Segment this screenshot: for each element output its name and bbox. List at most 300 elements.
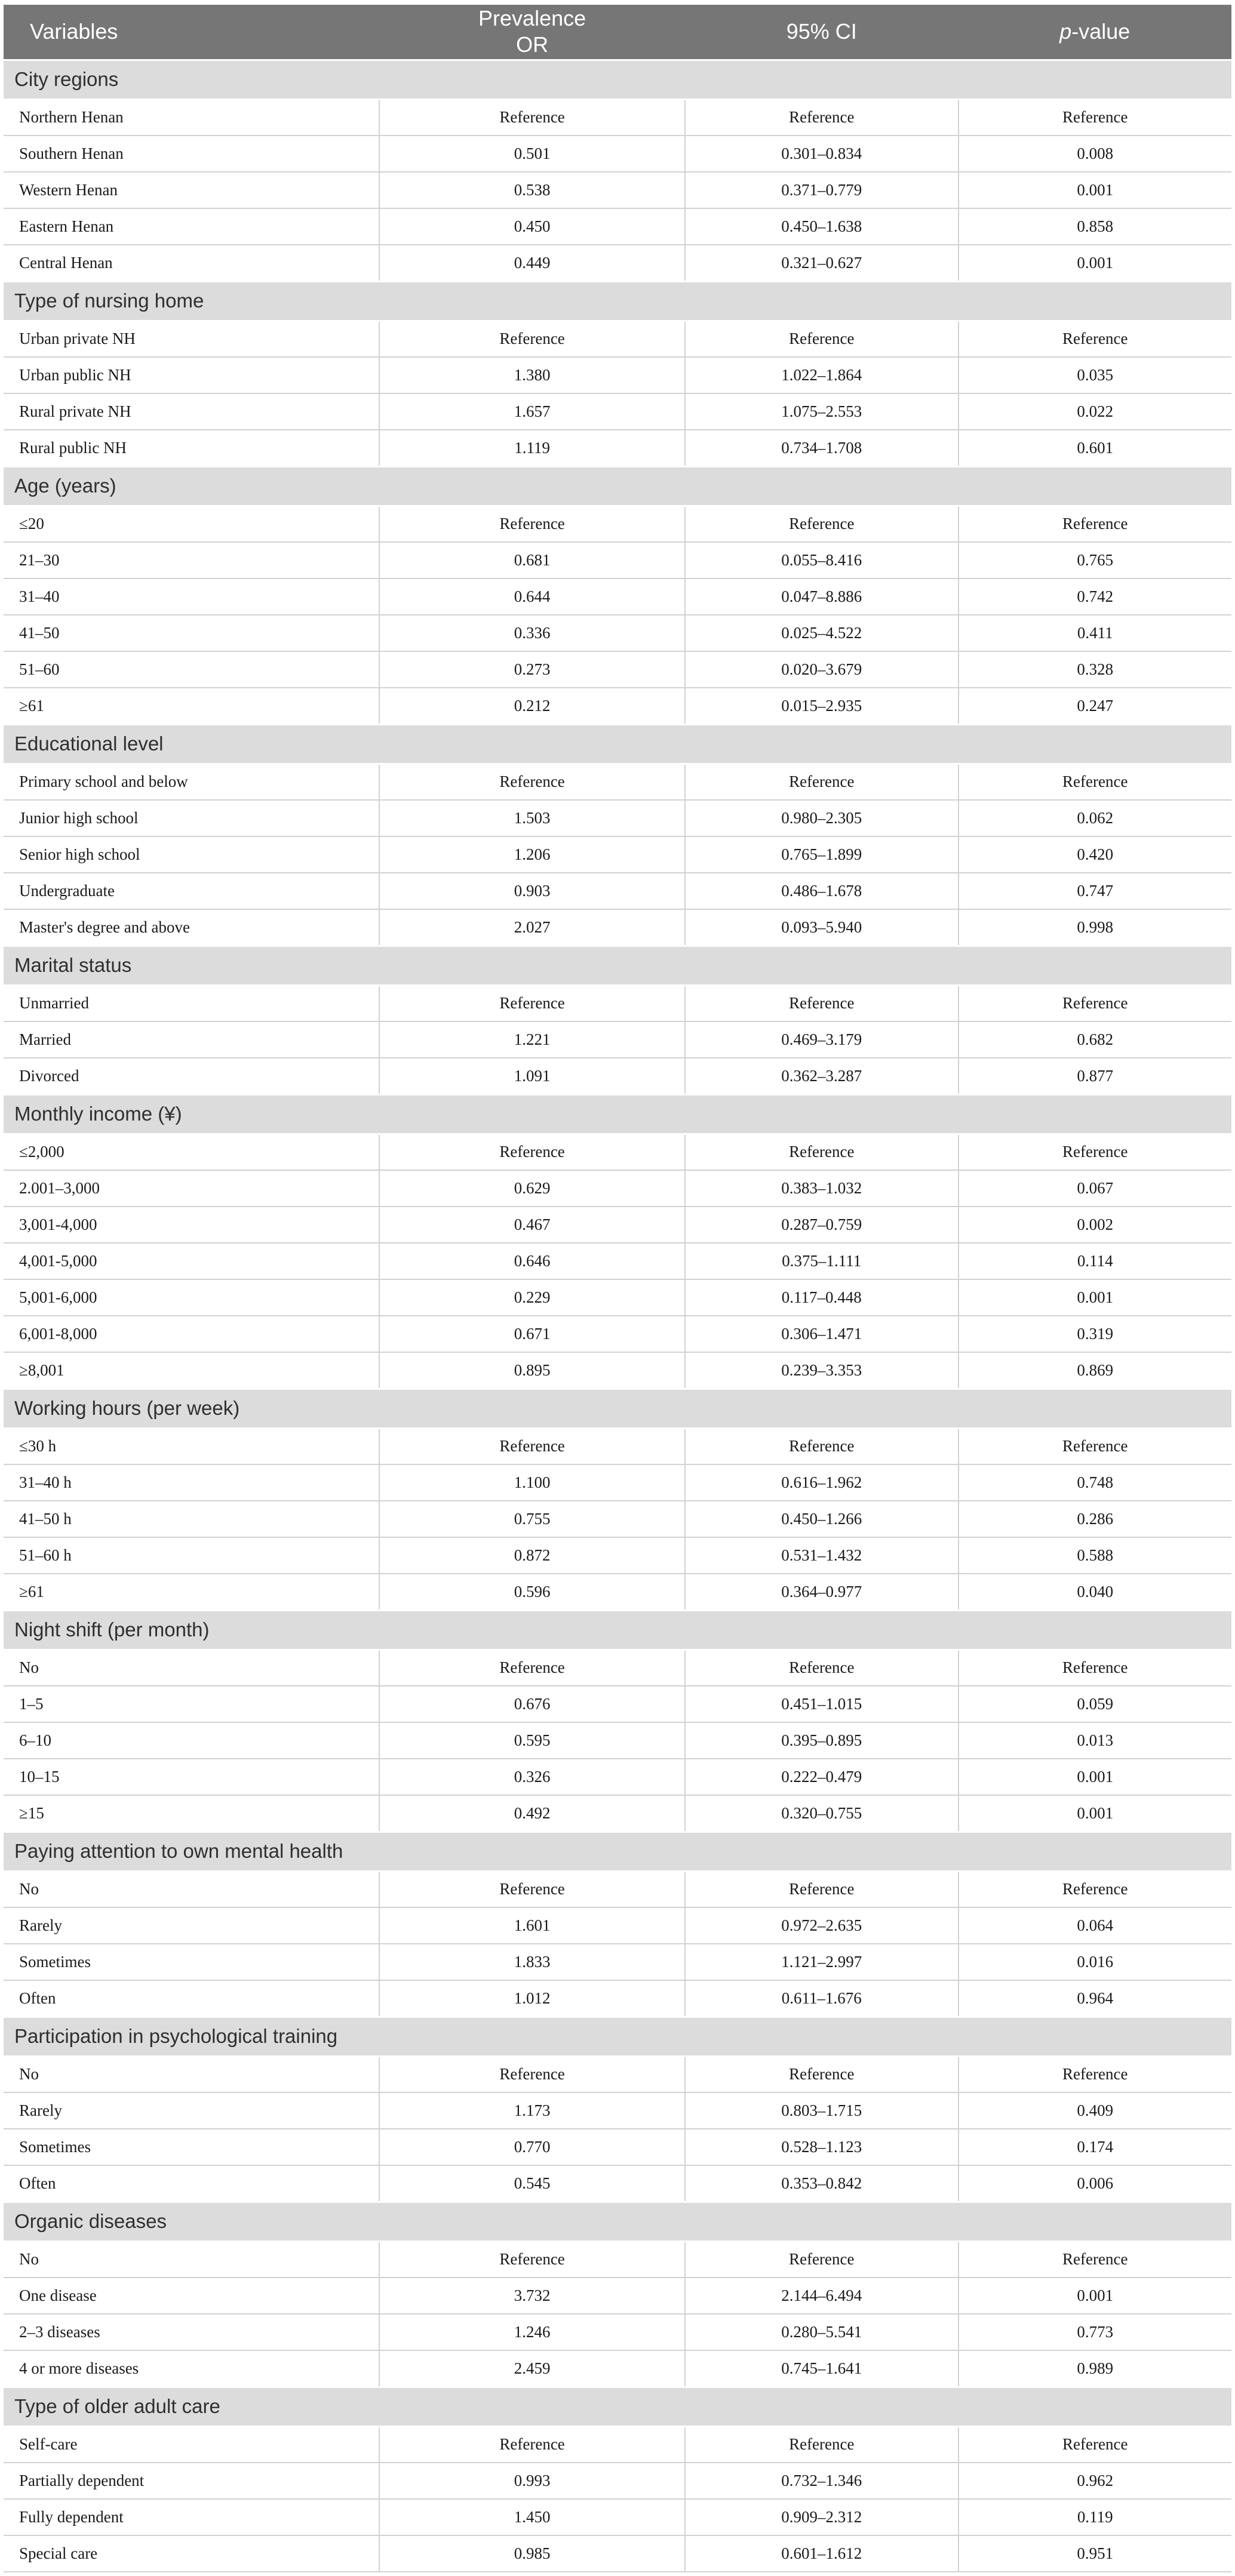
p-value-cell: 0.022 <box>958 393 1231 430</box>
table-row <box>4 1574 1231 1610</box>
section-title: Paying attention to own mental health <box>4 1832 1231 1871</box>
ci-value: Reference <box>685 1428 958 1464</box>
ci-value: 0.450–1.266 <box>685 1501 958 1537</box>
p-value-cell: 0.328 <box>958 651 1231 688</box>
ci-value: Reference <box>685 1134 958 1170</box>
row-label: No <box>4 2241 379 2278</box>
row-label: 5,001-6,000 <box>4 1279 379 1316</box>
prevalence-or-value: 0.755 <box>379 1501 685 1537</box>
row-label: One disease <box>4 2278 379 2314</box>
prevalence-or-value: 1.221 <box>379 1021 685 1058</box>
ci-value: 0.320–0.755 <box>685 1795 958 1832</box>
prevalence-or-value: 0.545 <box>379 2165 685 2202</box>
ci-value: 0.486–1.678 <box>685 873 958 909</box>
prevalence-or-value: Reference <box>379 99 685 136</box>
p-value-cell: 0.765 <box>958 542 1231 578</box>
ci-value: 0.383–1.032 <box>685 1170 958 1207</box>
ci-value: 0.287–0.759 <box>685 1207 958 1243</box>
table-row <box>4 393 1231 430</box>
table-row <box>4 688 1231 724</box>
header-row <box>4 5 1231 60</box>
table-row <box>4 2129 1231 2165</box>
table-row <box>4 2092 1231 2129</box>
prevalence-or-value: 0.644 <box>379 578 685 615</box>
ci-value: 0.306–1.471 <box>685 1316 958 1352</box>
ci-value: 1.022–1.864 <box>685 357 958 393</box>
table-row <box>4 208 1231 245</box>
ci-value: 0.239–3.353 <box>685 1352 958 1389</box>
table-row <box>4 357 1231 393</box>
p-value-cell: Reference <box>958 506 1231 542</box>
p-value-cell: 0.064 <box>958 1907 1231 1944</box>
ci-value: 0.972–2.635 <box>685 1907 958 1944</box>
table-row <box>4 245 1231 281</box>
table-row <box>4 2241 1231 2278</box>
prevalence-or-value: 1.100 <box>379 1464 685 1501</box>
row-label: 21–30 <box>4 542 379 578</box>
p-value-cell: 0.001 <box>958 2278 1231 2314</box>
p-value-cell: 0.319 <box>958 1316 1231 1352</box>
ci-value: 0.451–1.015 <box>685 1686 958 1722</box>
row-label: Senior high school <box>4 836 379 873</box>
prevalence-or-value: 0.629 <box>379 1170 685 1207</box>
row-label: Undergraduate <box>4 873 379 909</box>
ci-value: 0.025–4.522 <box>685 615 958 651</box>
row-label: Married <box>4 1021 379 1058</box>
table-row <box>4 2314 1231 2350</box>
column-header-prevalence-or <box>379 5 685 60</box>
ci-value: 0.528–1.123 <box>685 2129 958 2165</box>
section-title: Educational level <box>4 724 1231 764</box>
row-label: 51–60 <box>4 651 379 688</box>
row-label: Junior high school <box>4 800 379 836</box>
table-row <box>4 873 1231 909</box>
row-label: 41–50 <box>4 615 379 651</box>
row-label: ≤30 h <box>4 1428 379 1464</box>
ci-value: Reference <box>685 985 958 1021</box>
p-value-cell: 0.601 <box>958 430 1231 466</box>
prevalence-header-line2: OR <box>516 32 549 57</box>
section-title: Type of nursing home <box>4 281 1231 321</box>
row-label: 1–5 <box>4 1686 379 1722</box>
p-value-cell: 0.062 <box>958 800 1231 836</box>
ci-value: 0.301–0.834 <box>685 136 958 172</box>
table-row <box>4 578 1231 615</box>
ci-value: 0.616–1.962 <box>685 1464 958 1501</box>
table-row <box>4 836 1231 873</box>
table-row <box>4 1722 1231 1759</box>
section-title: City regions <box>4 60 1231 99</box>
p-value-cell: Reference <box>958 1134 1231 1170</box>
row-label: ≥15 <box>4 1795 379 1832</box>
p-value-cell: Reference <box>958 1871 1231 1907</box>
prevalence-or-value: Reference <box>379 1428 685 1464</box>
row-label: ≥61 <box>4 688 379 724</box>
p-value-cell: Reference <box>958 985 1231 1021</box>
table-row <box>4 1944 1231 1980</box>
prevalence-or-value: 0.212 <box>379 688 685 724</box>
section-header-row <box>4 466 1231 506</box>
section-title: Organic diseases <box>4 2202 1231 2241</box>
table-row <box>4 909 1231 946</box>
row-label: 2–3 diseases <box>4 2314 379 2350</box>
p-value-cell: Reference <box>958 764 1231 800</box>
table-row <box>4 2056 1231 2092</box>
section-header-row <box>4 946 1231 985</box>
row-label: No <box>4 1649 379 1686</box>
row-label: Divorced <box>4 1058 379 1094</box>
prevalence-or-value: 0.676 <box>379 1686 685 1722</box>
row-label: Southern Henan <box>4 136 379 172</box>
prevalence-or-value: Reference <box>379 506 685 542</box>
ci-value: 0.734–1.708 <box>685 430 958 466</box>
p-value-cell: 0.588 <box>958 1537 1231 1574</box>
prevalence-or-value: 1.119 <box>379 430 685 466</box>
table-row <box>4 1243 1231 1279</box>
table-row <box>4 1058 1231 1094</box>
table-row <box>4 321 1231 357</box>
prevalence-or-value: Reference <box>379 1649 685 1686</box>
prevalence-or-value: Reference <box>379 2241 685 2278</box>
p-value-cell: 0.013 <box>958 1722 1231 1759</box>
section-header-row <box>4 2202 1231 2241</box>
table-row <box>4 651 1231 688</box>
ci-value: 0.371–0.779 <box>685 172 958 208</box>
ci-value: Reference <box>685 1871 958 1907</box>
p-value-cell: 0.989 <box>958 2350 1231 2387</box>
table-row <box>4 2278 1231 2314</box>
p-value-cell: 0.742 <box>958 578 1231 615</box>
p-value-cell: 0.869 <box>958 1352 1231 1389</box>
regression-results-table <box>4 5 1231 2572</box>
ci-value: 0.745–1.641 <box>685 2350 958 2387</box>
ci-value: 0.353–0.842 <box>685 2165 958 2202</box>
row-label: Northern Henan <box>4 99 379 136</box>
table-row <box>4 1871 1231 1907</box>
row-label: Primary school and below <box>4 764 379 800</box>
section-header-row <box>4 1389 1231 1428</box>
ci-value: 0.321–0.627 <box>685 245 958 281</box>
table-row <box>4 800 1231 836</box>
p-value-cell: 0.877 <box>958 1058 1231 1094</box>
row-label: ≤20 <box>4 506 379 542</box>
table-row <box>4 506 1231 542</box>
table-row <box>4 1021 1231 1058</box>
ci-value: 0.531–1.432 <box>685 1537 958 1574</box>
table-row <box>4 2165 1231 2202</box>
ci-value: 1.075–2.553 <box>685 393 958 430</box>
table-row <box>4 2463 1231 2499</box>
ci-value: 0.280–5.541 <box>685 2314 958 2350</box>
row-label: Urban private NH <box>4 321 379 357</box>
table-row <box>4 136 1231 172</box>
prevalence-or-value: 1.503 <box>379 800 685 836</box>
p-value-cell: 0.998 <box>958 909 1231 946</box>
prevalence-or-value: 0.492 <box>379 1795 685 1832</box>
prevalence-or-value: 0.596 <box>379 1574 685 1610</box>
p-value-cell: Reference <box>958 1649 1231 1686</box>
p-value-cell: 0.040 <box>958 1574 1231 1610</box>
prevalence-or-value: 0.646 <box>379 1243 685 1279</box>
prevalence-or-value: 1.380 <box>379 357 685 393</box>
row-label: 31–40 <box>4 578 379 615</box>
p-value-cell: 0.247 <box>958 688 1231 724</box>
p-value-header-rest: -value <box>1071 19 1130 44</box>
prevalence-or-value: Reference <box>379 985 685 1021</box>
section-header-row <box>4 281 1231 321</box>
prevalence-or-value: 0.872 <box>379 1537 685 1574</box>
p-value-header-italic: p <box>1059 19 1072 44</box>
prevalence-or-value: 0.229 <box>379 1279 685 1316</box>
ci-value: 1.121–2.997 <box>685 1944 958 1980</box>
table-row <box>4 1537 1231 1574</box>
ci-value: 0.765–1.899 <box>685 836 958 873</box>
prevalence-or-value: 0.336 <box>379 615 685 651</box>
ci-value: 0.469–3.179 <box>685 1021 958 1058</box>
p-value-cell: 0.411 <box>958 615 1231 651</box>
prevalence-or-value: 3.732 <box>379 2278 685 2314</box>
row-label: ≥8,001 <box>4 1352 379 1389</box>
row-label: Sometimes <box>4 1944 379 1980</box>
p-value-cell: 0.962 <box>958 2463 1231 2499</box>
section-title: Type of older adult care <box>4 2387 1231 2426</box>
prevalence-or-value: 0.501 <box>379 136 685 172</box>
prevalence-header-line1: Prevalence <box>478 6 586 31</box>
row-label: Rural public NH <box>4 430 379 466</box>
row-label: 2.001–3,000 <box>4 1170 379 1207</box>
table-row <box>4 1501 1231 1537</box>
prevalence-or-value: 2.027 <box>379 909 685 946</box>
table-row <box>4 2426 1231 2463</box>
ci-value: 0.980–2.305 <box>685 800 958 836</box>
p-value-cell: Reference <box>958 2056 1231 2092</box>
table-row <box>4 1316 1231 1352</box>
ci-value: 0.222–0.479 <box>685 1759 958 1795</box>
table-row <box>4 172 1231 208</box>
p-value-cell: 0.114 <box>958 1243 1231 1279</box>
section-header-row <box>4 1832 1231 1871</box>
column-header-variables <box>4 5 379 60</box>
table-row <box>4 1907 1231 1944</box>
row-label: 10–15 <box>4 1759 379 1795</box>
ci-value: 0.395–0.895 <box>685 1722 958 1759</box>
p-value-cell: Reference <box>958 2426 1231 2463</box>
ci-value: 0.732–1.346 <box>685 2463 958 2499</box>
prevalence-or-value: 0.895 <box>379 1352 685 1389</box>
row-label: Fully dependent <box>4 2499 379 2535</box>
prevalence-or-value: Reference <box>379 764 685 800</box>
p-value-cell: Reference <box>958 99 1231 136</box>
section-title: Participation in psychological training <box>4 2017 1231 2056</box>
table-row <box>4 1352 1231 1389</box>
ci-header-label: 95% CI <box>786 19 857 44</box>
p-value-cell: 0.001 <box>958 172 1231 208</box>
ci-value: 0.611–1.676 <box>685 1980 958 2017</box>
p-value-cell: 0.035 <box>958 357 1231 393</box>
ci-value: 0.364–0.977 <box>685 1574 958 1610</box>
p-value-cell: 0.964 <box>958 1980 1231 2017</box>
p-value-cell: 0.016 <box>958 1944 1231 1980</box>
p-value-cell: 0.001 <box>958 1279 1231 1316</box>
prevalence-or-value: Reference <box>379 1871 685 1907</box>
prevalence-or-value: 1.012 <box>379 1980 685 2017</box>
ci-value: Reference <box>685 1649 958 1686</box>
ci-value: 0.047–8.886 <box>685 578 958 615</box>
row-label: ≥61 <box>4 1574 379 1610</box>
section-header-row <box>4 60 1231 99</box>
p-value-cell: 0.067 <box>958 1170 1231 1207</box>
ci-value: Reference <box>685 2056 958 2092</box>
ci-value: 0.803–1.715 <box>685 2092 958 2129</box>
prevalence-or-value: 1.206 <box>379 836 685 873</box>
p-value-cell: 0.001 <box>958 1759 1231 1795</box>
row-label: 41–50 h <box>4 1501 379 1537</box>
prevalence-or-value: 1.450 <box>379 2499 685 2535</box>
row-label: ≤2,000 <box>4 1134 379 1170</box>
p-value-cell: Reference <box>958 2241 1231 2278</box>
table-row <box>4 1134 1231 1170</box>
section-title: Working hours (per week) <box>4 1389 1231 1428</box>
row-label: Special care <box>4 2535 379 2572</box>
prevalence-or-value: 0.993 <box>379 2463 685 2499</box>
ci-value: 0.015–2.935 <box>685 688 958 724</box>
row-label: No <box>4 2056 379 2092</box>
p-value-cell: 0.682 <box>958 1021 1231 1058</box>
row-label: Self-care <box>4 2426 379 2463</box>
p-value-cell: 0.008 <box>958 136 1231 172</box>
p-value-cell: 0.059 <box>958 1686 1231 1722</box>
ci-value: 0.362–3.287 <box>685 1058 958 1094</box>
row-label: Western Henan <box>4 172 379 208</box>
table-row <box>4 430 1231 466</box>
variables-header-label: Variables <box>30 19 118 44</box>
prevalence-or-value: Reference <box>379 2426 685 2463</box>
prevalence-or-value: 0.449 <box>379 245 685 281</box>
section-title: Night shift (per month) <box>4 1610 1231 1649</box>
row-label: Sometimes <box>4 2129 379 2165</box>
p-value-cell: 0.747 <box>958 873 1231 909</box>
p-value-cell: 0.001 <box>958 1795 1231 1832</box>
row-label: Unmarried <box>4 985 379 1021</box>
table-row <box>4 99 1231 136</box>
table-row <box>4 2499 1231 2535</box>
p-value-cell: 0.420 <box>958 836 1231 873</box>
table-row <box>4 1686 1231 1722</box>
section-header-row <box>4 1094 1231 1134</box>
p-value-cell: 0.409 <box>958 2092 1231 2129</box>
p-value-cell: 0.002 <box>958 1207 1231 1243</box>
row-label: Partially dependent <box>4 2463 379 2499</box>
table-row <box>4 1980 1231 2017</box>
p-value-cell: 0.951 <box>958 2535 1231 2572</box>
row-label: 4 or more diseases <box>4 2350 379 2387</box>
table-row <box>4 1279 1231 1316</box>
prevalence-or-value: 0.595 <box>379 1722 685 1759</box>
p-value-cell: 0.006 <box>958 2165 1231 2202</box>
row-label: 51–60 h <box>4 1537 379 1574</box>
prevalence-or-value: Reference <box>379 2056 685 2092</box>
prevalence-or-value: 0.467 <box>379 1207 685 1243</box>
prevalence-or-value: 1.091 <box>379 1058 685 1094</box>
prevalence-or-value: 0.985 <box>379 2535 685 2572</box>
row-label: Central Henan <box>4 245 379 281</box>
row-label: Often <box>4 1980 379 2017</box>
row-label: 3,001-4,000 <box>4 1207 379 1243</box>
row-label: Often <box>4 2165 379 2202</box>
prevalence-or-value: 0.326 <box>379 1759 685 1795</box>
p-value-cell: 0.286 <box>958 1501 1231 1537</box>
prevalence-or-value: Reference <box>379 321 685 357</box>
prevalence-or-value: 1.246 <box>379 2314 685 2350</box>
prevalence-or-value: 0.450 <box>379 208 685 245</box>
prevalence-or-value: 0.273 <box>379 651 685 688</box>
ci-value: 0.601–1.612 <box>685 2535 958 2572</box>
table-row <box>4 1464 1231 1501</box>
ci-value: 0.020–3.679 <box>685 651 958 688</box>
column-header-p-value <box>958 5 1231 60</box>
ci-value: Reference <box>685 2426 958 2463</box>
row-label: 6–10 <box>4 1722 379 1759</box>
section-header-row <box>4 724 1231 764</box>
table-row <box>4 1428 1231 1464</box>
row-label: No <box>4 1871 379 1907</box>
table-row <box>4 1207 1231 1243</box>
ci-value: Reference <box>685 321 958 357</box>
table-row <box>4 1649 1231 1686</box>
table-body <box>4 60 1231 2572</box>
ci-value: Reference <box>685 2241 958 2278</box>
prevalence-or-value: 0.903 <box>379 873 685 909</box>
prevalence-or-value: Reference <box>379 1134 685 1170</box>
row-label: Rarely <box>4 1907 379 1944</box>
ci-value: 0.450–1.638 <box>685 208 958 245</box>
table-row <box>4 542 1231 578</box>
table-row <box>4 1170 1231 1207</box>
prevalence-or-value: 1.601 <box>379 1907 685 1944</box>
section-header-row <box>4 2017 1231 2056</box>
p-value-cell: 0.001 <box>958 245 1231 281</box>
p-value-cell: 0.773 <box>958 2314 1231 2350</box>
ci-value: 0.117–0.448 <box>685 1279 958 1316</box>
row-label: Master's degree and above <box>4 909 379 946</box>
row-label: Eastern Henan <box>4 208 379 245</box>
table-row <box>4 985 1231 1021</box>
p-value-cell: 0.748 <box>958 1464 1231 1501</box>
prevalence-or-value: 2.459 <box>379 2350 685 2387</box>
ci-value: Reference <box>685 764 958 800</box>
table-row <box>4 764 1231 800</box>
section-header-row <box>4 1610 1231 1649</box>
row-label: 6,001-8,000 <box>4 1316 379 1352</box>
section-title: Monthly income (¥) <box>4 1094 1231 1134</box>
ci-value: 2.144–6.494 <box>685 2278 958 2314</box>
table-row <box>4 615 1231 651</box>
row-label: Urban public NH <box>4 357 379 393</box>
prevalence-or-value: 0.681 <box>379 542 685 578</box>
prevalence-or-value: 1.833 <box>379 1944 685 1980</box>
table-row <box>4 1795 1231 1832</box>
p-value-cell: Reference <box>958 321 1231 357</box>
table-header <box>4 5 1231 60</box>
ci-value: 0.375–1.111 <box>685 1243 958 1279</box>
p-value-cell: 0.174 <box>958 2129 1231 2165</box>
table-row <box>4 1759 1231 1795</box>
row-label: Rarely <box>4 2092 379 2129</box>
row-label: Rural private NH <box>4 393 379 430</box>
prevalence-or-value: 1.173 <box>379 2092 685 2129</box>
p-value-cell: Reference <box>958 1428 1231 1464</box>
column-header-ci <box>685 5 958 60</box>
